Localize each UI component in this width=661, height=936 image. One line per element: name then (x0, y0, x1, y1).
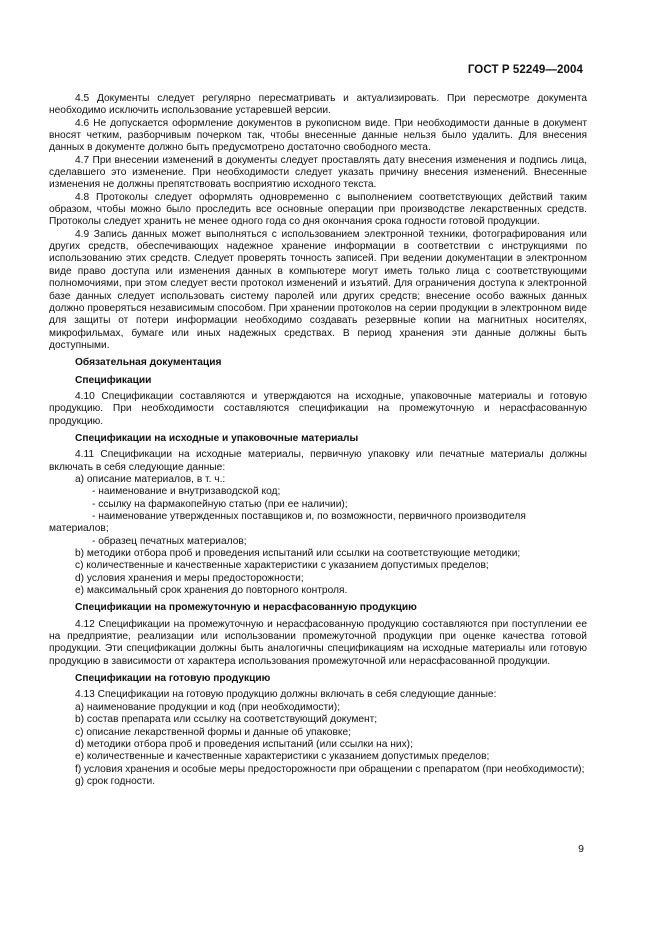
list-item: c) описание лекарственной формы и данные об упаковке; (75, 726, 351, 738)
section-heading: Обязательная документация (75, 357, 222, 369)
list-item: a) описание материалов, в т. ч.: (75, 473, 226, 485)
paragraph: 4.10 Спецификации составляются и утверждаются на исходные, упаковочные материалы и готовую продукцию. При необходимости составляются спецификации на промежуточную и нерасфасованную продукцию. (49, 390, 587, 427)
document-body (49, 93, 587, 788)
sub-list-item: - образец печатных материалов; (92, 535, 247, 547)
list-item: a) наименование продукции и код (при необходимости); (75, 701, 341, 713)
list-item: g) срок годности. (75, 775, 156, 787)
list-item: b) состав препарата или ссылку на соответствующий документ; (75, 714, 378, 726)
paragraph: 4.13 Спецификации на готовую продукцию должны включать в себя следующие данные: (75, 689, 497, 701)
list-item: d) методики отбора проб и проведения испытаний (или ссылки на них); (75, 738, 413, 750)
sub-list-item: - наименование и внутризаводской код; (92, 486, 281, 498)
paragraph: 4.6 Не допускается оформление документов в рукописном виде. При необходимости данные в документ вносят четким, разборчивым почерком так, чтобы внесенные данные нельзя было удалить. Для внесения данных в документе должно быть предусмотрено достаточно свободного места. (49, 117, 587, 154)
paragraph: f) условия хранения и особые меры предосторожности при обращении с препаратом (при необходимости); (75, 763, 585, 775)
paragraph: 4.5 Документы следует регулярно пересматривать и актуализировать. При пересмотре документа необходимо исключить использование устаревшей версии. (49, 93, 587, 117)
section-heading: Спецификации на промежуточную и нерасфасованную продукцию (75, 602, 417, 614)
section-heading: Спецификации на исходные и упаковочные материалы (75, 432, 359, 444)
list-item: d) условия хранения и меры предосторожности; (75, 572, 304, 584)
page-number: 9 (578, 843, 584, 855)
paragraph: 4.8 Протоколы следует оформлять одновременно с выполнением соответствующих действий таким образом, чтобы можно было проследить все основные операции при производстве лекарственных средств. Протоколы следует хранить не менее одного года со дня окончания срока годности готовой продукции. (49, 191, 587, 228)
list-item: b) методики отбора проб и проведения испытаний или ссылки на соответствующие методики; (75, 548, 521, 560)
paragraph: 4.7 При внесении изменений в документы следует проставлять дату внесения изменения и подпись лица, сделавшего это изменение. При необходимости следует указать причину внесения изменений. Внесенные изменения не должны препятствовать восприятию исходного текста. (49, 154, 587, 191)
section-heading: Спецификации на готовую продукцию (75, 673, 271, 685)
list-item: c) количественные и качественные характеристики с указанием допустимых пределов; (75, 560, 489, 572)
paragraph: 4.11 Спецификации на исходные материалы, первичную упаковку или печатные материалы должны включать в себя следующие данные: (49, 449, 587, 473)
paragraph: 4.9 Запись данных может выполняться с использованием электронной техники, фотографирования или других средств, обеспечивающих надежное хранение информации в соответствии с инструкциями по использованию этих средств. Следует проверять точность записей. При ведении документации в электронном виде право доступа или изменения данных в компьютере могут иметь только лица с соответствующими полномочиями, при этом следует вести протокол изменений и изъятий. Для ограничения доступа к электронной базе данных следует использовать систему паролей или других средств; внесение особо важных данных должно проверяться независимым способом. При хранении протоколов на серии продукции в электронном виде для защиты от потери информации необходимо создавать резервные копии на магнитных носителях, микрофильмах, бумаге или иных надежных средствах. В период хранения эти данные должны быть доступными. (49, 228, 587, 351)
list-item: e) максимальный срок хранения до повторного контроля. (75, 585, 348, 597)
continuation-line: материалов; (49, 523, 109, 535)
sub-list-item: - наименование утвержденных поставщиков и, по возможности, первичного производителя (92, 511, 526, 522)
paragraph: 4.12 Спецификации на промежуточную и нерасфасованную продукцию составляются при поступлении ее на предприятие, реализации или использовании промежуточной продукции при оценке качества готовой продукции. Эти спецификации должны быть аналогичны спецификациям на исходные материалы или готовую продукцию в зависимости от характера использования промежуточной или нерасфасованной продукции. (49, 618, 587, 667)
sub-list-item: - ссылку на фармакопейную статью (при ее наличии); (92, 498, 348, 510)
list-item: e) количественные и качественные характеристики с указанием допустимых пределов; (75, 751, 490, 763)
section-heading: Спецификации (75, 374, 152, 386)
document-header: ГОСТ Р 52249—2004 (467, 64, 583, 76)
